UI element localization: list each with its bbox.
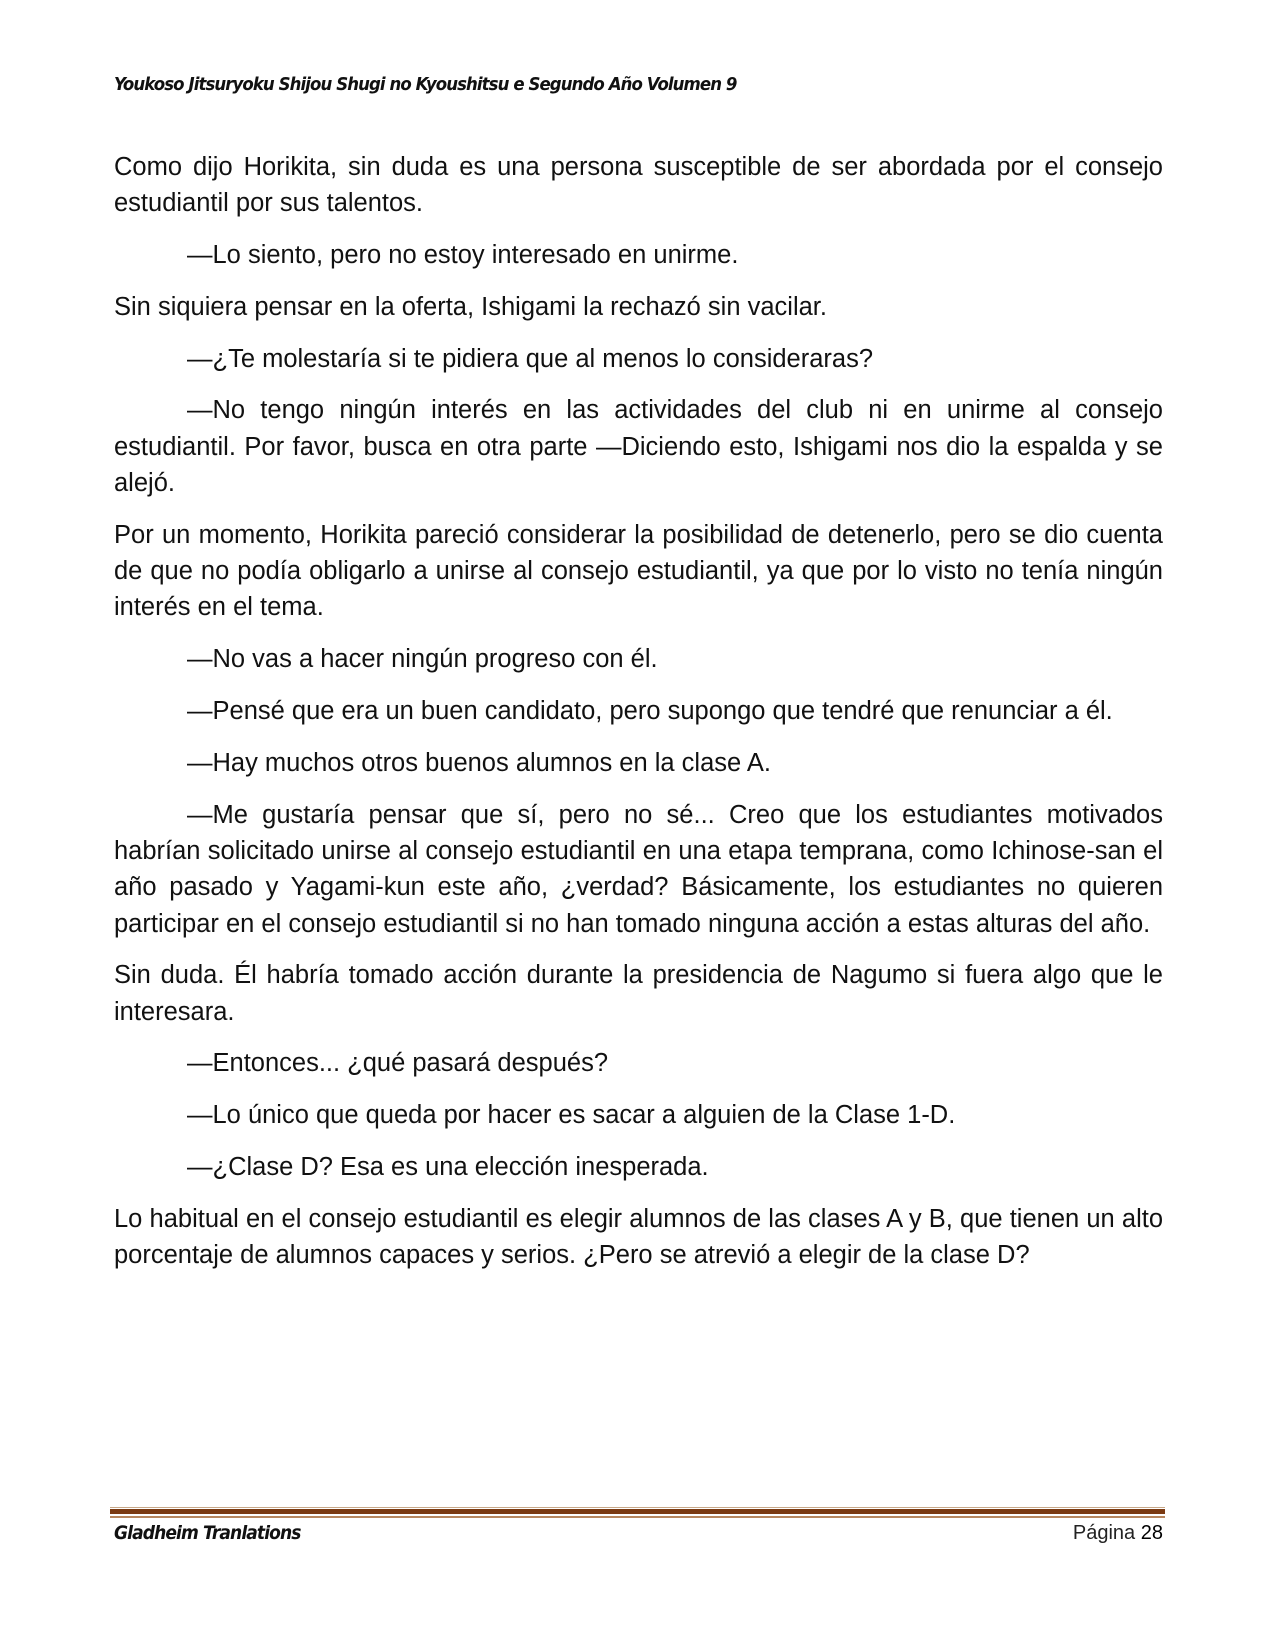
footer-publisher: Gladheim Tranlations bbox=[114, 1522, 301, 1544]
dialogue-paragraph: —Entonces... ¿qué pasará después? bbox=[187, 1049, 609, 1078]
footer-rule bbox=[110, 1509, 1165, 1514]
paragraph: Como dijo Horikita, sin duda es una persona susceptible de ser abordada por el consejo estudiantil por sus talentos. bbox=[114, 153, 1163, 218]
paragraph: Por un momento, Horikita pareció considerar la posibilidad de detenerlo, pero se dio cuenta de que no podía obligarlo a unirse al consejo estudiantil, ya que por lo visto no tenía ningún interés en el tema. bbox=[114, 520, 1163, 622]
page-label: Página bbox=[1072, 1522, 1136, 1544]
dialogue-paragraph: —Hay muchos otros buenos alumnos en la clase A. bbox=[187, 748, 771, 777]
paragraph: Sin siquiera pensar en la oferta, Ishigami la rechazó sin vacilar. bbox=[114, 292, 827, 321]
footer-rule-top bbox=[110, 1507, 1165, 1508]
body-text bbox=[114, 149, 1163, 1289]
dialogue-paragraph: —Pensé que era un buen candidato, pero supongo que tendré que renunciar a él. bbox=[187, 697, 1113, 726]
dialogue-paragraph: —¿Te molestaría si te pidiera que al menos lo consideraras? bbox=[187, 344, 873, 373]
page-number bbox=[1073, 1522, 1163, 1545]
paragraph: Sin duda. Él habría tomado acción durante la presidencia de Nagumo si fuera algo que le interesara. bbox=[114, 961, 1163, 1026]
running-header: Youkoso Jitsuryoku Shijou Shugi no Kyoushitsu e Segundo Año Volumen 9 bbox=[114, 74, 737, 95]
dialogue-paragraph: —Lo único que queda por hacer es sacar a alguien de la Clase 1-D. bbox=[187, 1101, 956, 1130]
footer-rule-thin bbox=[110, 1516, 1165, 1518]
dialogue-paragraph: —Lo siento, pero no estoy interesado en unirme. bbox=[187, 241, 739, 270]
page-number-value: 28 bbox=[1140, 1522, 1163, 1544]
dialogue-paragraph: —No tengo ningún interés en las actividades del club ni en unirme al consejo estudiantil. Por favor, busca en otra parte —Diciendo esto, Ishigami nos dio la espalda y se alejó. bbox=[114, 396, 1163, 498]
dialogue-paragraph: —No vas a hacer ningún progreso con él. bbox=[187, 645, 658, 674]
dialogue-paragraph: —¿Clase D? Esa es una elección inesperada. bbox=[187, 1153, 709, 1182]
dialogue-paragraph: —Me gustaría pensar que sí, pero no sé... Creo que los estudiantes motivados habrían solicitado unirse al consejo estudiantil en una etapa temprana, como Ichinose-san el año pasado y Yagami-kun este año, ¿verdad? Básicamente, los estudiantes no quieren participar en el consejo estudiantil si no han tomado ninguna acción a estas alturas del año. bbox=[114, 800, 1163, 938]
paragraph: Lo habitual en el consejo estudiantil es elegir alumnos de las clases A y B, que tienen un alto porcentaje de alumnos capaces y serios. ¿Pero se atrevió a elegir de la clase D? bbox=[114, 1204, 1163, 1270]
